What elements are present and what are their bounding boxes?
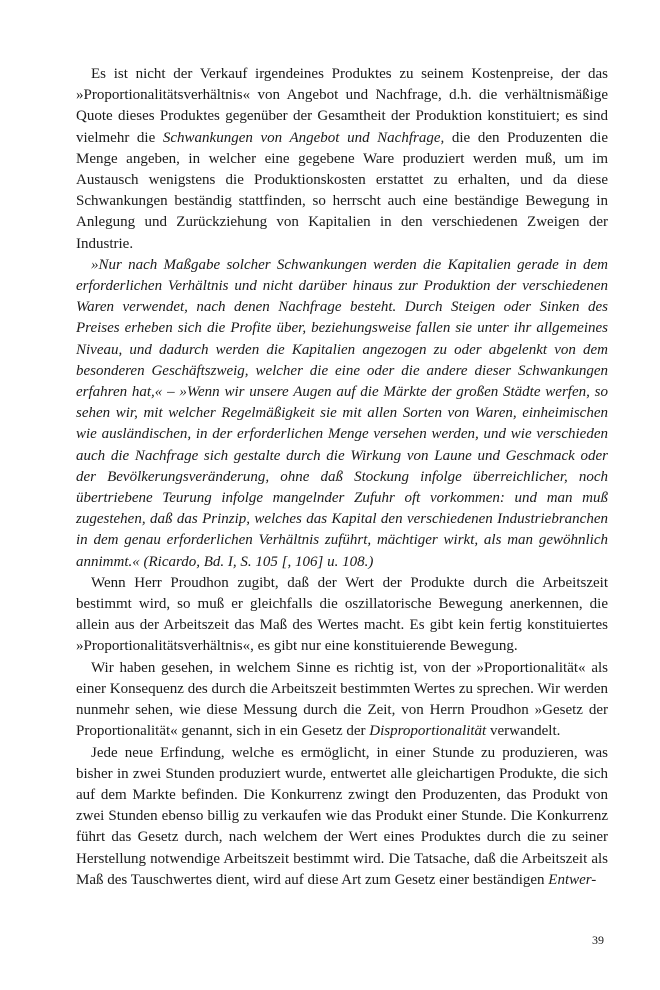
paragraph-proudhon-labor-time <box>76 573 608 658</box>
italic-segment: Disproportionalität <box>369 723 487 740</box>
paragraph-ricardo-quote <box>76 255 608 573</box>
paragraph-proportionality <box>76 64 608 255</box>
paragraph-disproportionality <box>76 658 608 743</box>
text-segment: Jede neue Erfindung, welche es ermöglicht, in einer Stunde zu produzieren, was bisher in zwei Stunden produziert wurde, entwertet alle gleichartigen Produkte, die sich auf dem Markte befinden. Die Konkurrenz zwingt den Produzenten, das Produkt von zwei Stunden ebenso billig zu verkaufen wie das Produkt einer Stunde. Die Konkurrenz führt das Gesetz durch, nach welchem der Wert eines Produktes durch die zu seiner Herstellung notwendige Arbeitszeit bestimmt wird. Die Tatsache, daß die Arbeitszeit als Maß des Tauschwertes dient, wird auf diese Art zum Gesetz einer beständigen <box>76 744 608 888</box>
text-segment: Es ist nicht der Verkauf irgendeines Produktes zu seinem Kostenpreise, der das »Proportionalitätsverhältnis« von Angebot und Nachfrage, d.h. die verhältnismäßige Quote dieses Produktes gegenüber der Gesamtheit der Produktion konstituiert; es sind vielmehr die <box>76 66 608 146</box>
page-number: 39 <box>592 933 604 947</box>
text-segment: Wenn Herr Proudhon zugibt, daß der Wert der Produkte durch die Arbeitszeit bestimmt wird, so muß er gleichfalls die oszillatorische Bewegung anerkennen, die allein aus der Arbeitszeit das Maß des Wertes macht. Es gibt kein fertig konstituiertes »Proportionalitätsverhältnis«, es gibt nur eine konstituierende Bewegung. <box>76 574 608 655</box>
text-segment: die den Produzenten die Menge angeben, in welcher eine gegebene Ware produziert werden muß, um im Austausch wenigstens die Produktionskosten erstattet zu erhalten, und da diese Schwankungen beständig stattfinden, so herrscht auch eine beständige Bewegung in Anlegung und Zurückziehung von Kapitalien in den verschiedenen Zweigen der Industrie. <box>76 129 609 252</box>
paragraph-new-invention <box>76 743 608 891</box>
text-segment: Wir haben gesehen, in welchem Sinne es richtig ist, von der »Proportionalität« als einer Konsequenz des durch die Arbeitszeit bestimmten Wertes zu sprechen. Wir werden nunmehr sehen, wie diese Messung durch die Zeit, von Herrn Proudhon »Gesetz der Proportionalität« genannt, sich in ein Gesetz der <box>76 659 608 740</box>
page-body <box>76 64 608 891</box>
italic-segment: Schwankungen von Angebot und Nachfrage, <box>162 129 445 146</box>
text-segment: verwandelt. <box>486 723 561 740</box>
quote-segment: »Nur nach Maßgabe solcher Schwankungen werden die Kapitalien gerade in dem erforderlichen Verhältnis und nicht darüber hinaus zur Produktion der verschiedenen Waren verwendet, nach denen Nachfrage besteht. Durch Steigen oder Sinken des Preises erheben sich die Profite über, beziehungsweise fallen sie unter ihr allgemeines Niveau, und dadurch werden die Kapitalien angezogen zu oder abgelenkt von dem besonderen Geschäftszweig, welcher die eine oder die andere dieser Schwankungen erfahren hat,« – »Wenn wir unsere Augen auf die Märkte der großen Städte werfen, so sehen wir, mit welcher Regelmäßigkeit sie mit allen Sorten von Waren, einheimischen wie ausländischen, in der erforderlichen Menge versehen werden, und wie verschieden auch die Nachfrage sich gestalte durch die Wirkung von Laune und Geschmack oder der Bevölkerungsveränderung, ohne daß Stockung infolge überreichlicher, noch übertriebene Teurung infolge mangelnder Zufuhr oft vorkommen: und man muß zugestehen, daß das Prinzip, welches das Kapital den verschiedenen Industriebranchen in dem genau erforderlichen Verhältnis zuführt, mächtiger wirkt, als man gewöhnlich annimmt.« (Ricardo, Bd. I, S. 105 [, 106] u. 108.) <box>76 256 608 570</box>
italic-segment: Entwer- <box>548 871 597 888</box>
